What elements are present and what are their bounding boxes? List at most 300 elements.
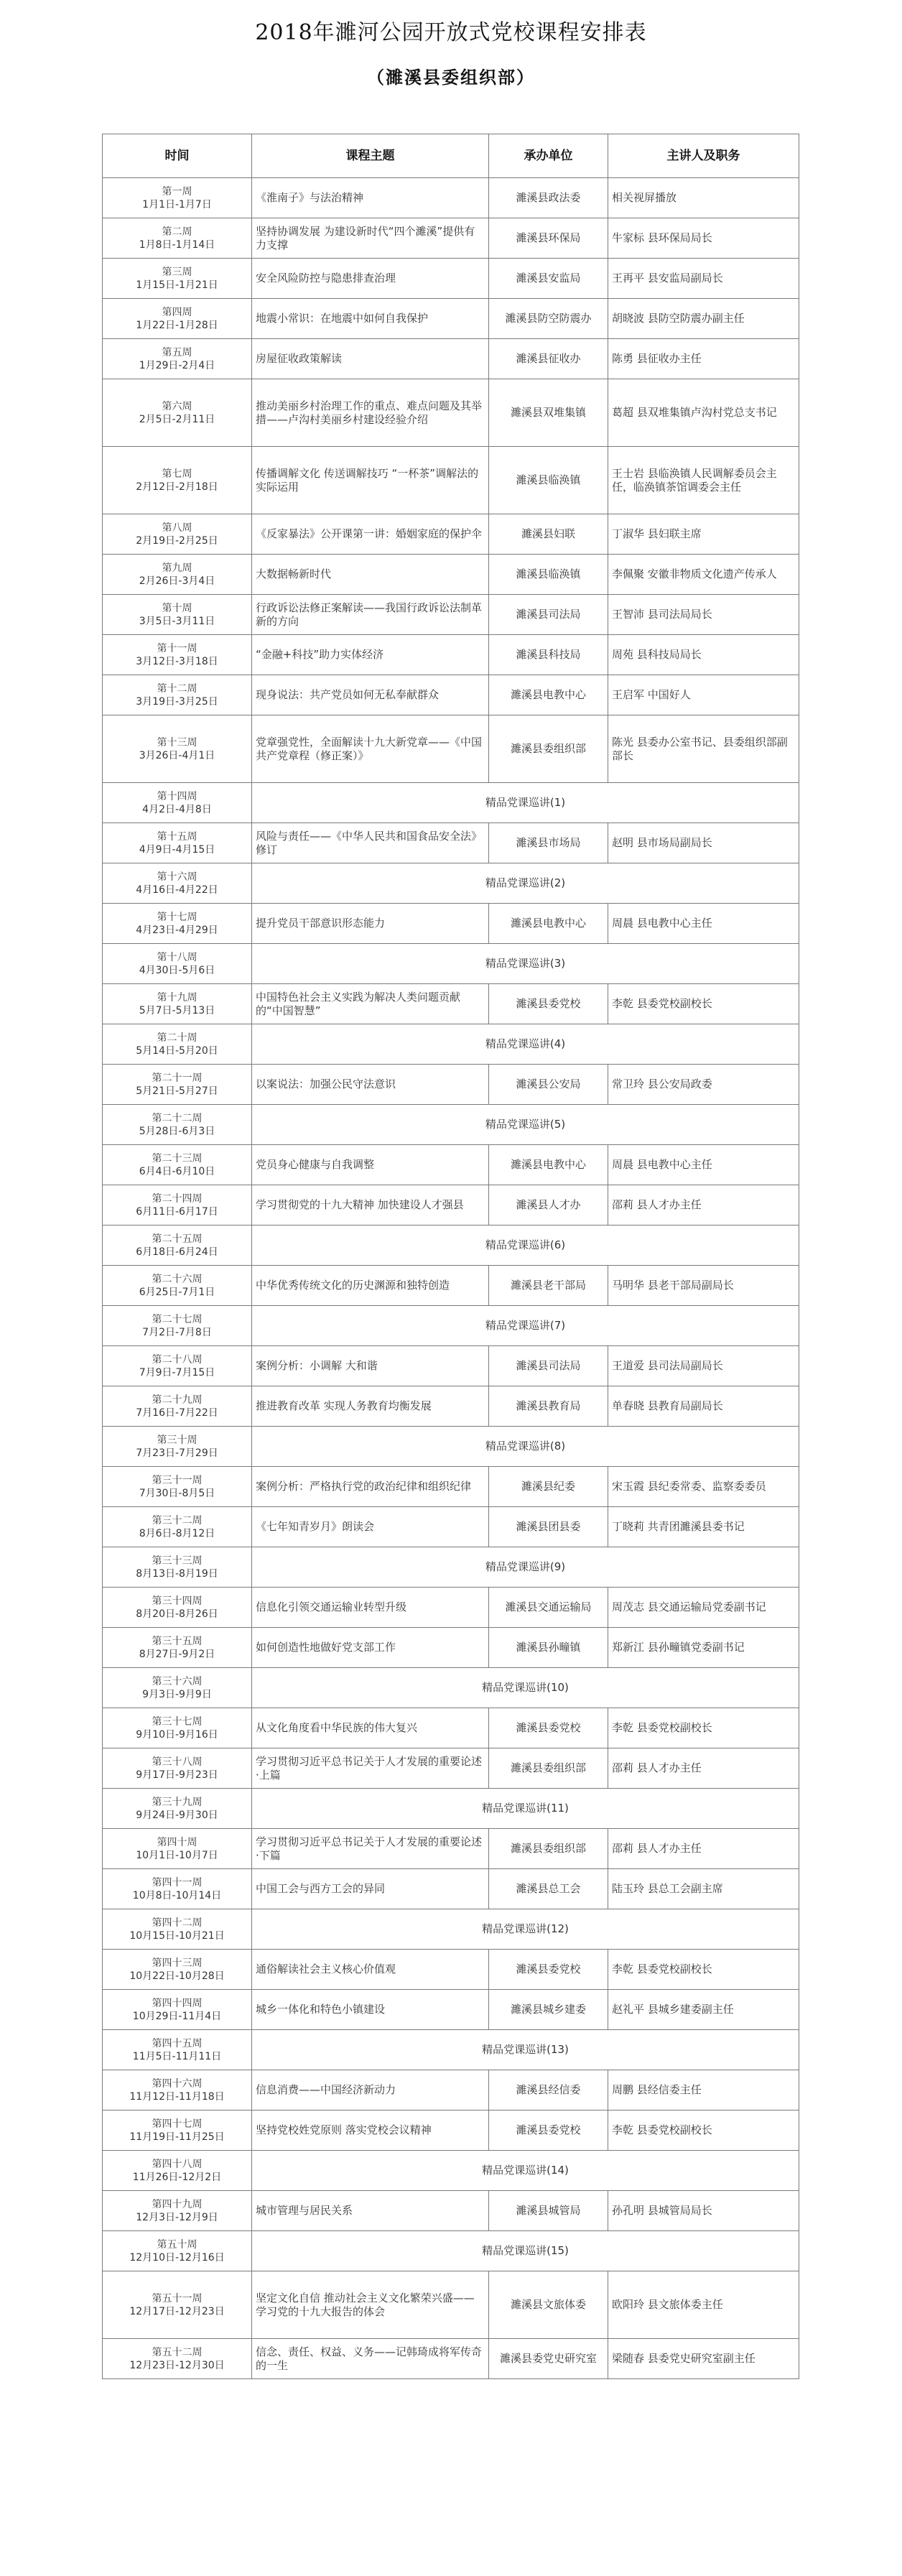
week-cell (103, 1990, 252, 2030)
week-dates: 10月29日-11月4日 (132, 2010, 222, 2022)
topic-cell: 《反家暴法》公开课第一讲：婚姻家庭的保护伞 (252, 514, 489, 555)
table-row (103, 1024, 799, 1065)
table-row (103, 447, 799, 514)
speaker-cell: 周鹏 县经信委主任 (608, 2070, 799, 2111)
week-cell (103, 339, 252, 379)
table-row (103, 1306, 799, 1346)
week-label: 第三十八周 (152, 1756, 203, 1768)
table-row (103, 1588, 799, 1628)
session-span-cell: 精品党课巡讲(15) (252, 2231, 799, 2271)
week-dates: 2月5日-2月11日 (139, 413, 215, 425)
unit-cell: 濉溪县电教中心 (489, 675, 608, 715)
week-cell (103, 2271, 252, 2339)
week-label: 第四十九周 (152, 2198, 203, 2210)
unit-cell: 濉溪县电教中心 (489, 1145, 608, 1185)
week-label: 第三十九周 (152, 1796, 203, 1808)
topic-cell: 坚持协调发展 为建设新时代“四个濉溪”提供有力支撑 (252, 218, 489, 259)
week-dates: 9月17日-9月23日 (136, 1769, 218, 1781)
topic-cell: 如何创造性地做好党支部工作 (252, 1628, 489, 1668)
week-label: 第三十二周 (152, 1514, 203, 1526)
unit-cell: 濉溪县人才办 (489, 1185, 608, 1226)
week-dates: 4月30日-5月6日 (139, 964, 215, 976)
week-dates: 1月29日-2月4日 (139, 359, 215, 371)
page-subtitle: （濉溪县委组织部） (367, 67, 535, 88)
week-dates: 4月2日-4月8日 (142, 803, 212, 815)
week-label: 第三十七周 (152, 1715, 203, 1728)
week-label: 第十周 (162, 602, 192, 614)
table-row (103, 1346, 799, 1386)
session-span-cell: 精品党课巡讲(14) (252, 2151, 799, 2191)
week-cell (103, 2030, 252, 2070)
table-row (103, 555, 799, 595)
week-dates: 11月26日-12月2日 (132, 2171, 222, 2183)
unit-cell: 濉溪县文旅体委 (489, 2271, 608, 2339)
speaker-cell: 王道爱 县司法局副局长 (608, 1346, 799, 1386)
week-dates: 10月8日-10月14日 (132, 1889, 222, 1901)
unit-cell: 濉溪县双堆集镇 (489, 379, 608, 447)
week-label: 第三十周 (157, 1434, 197, 1446)
table-row (103, 2231, 799, 2271)
week-cell (103, 1588, 252, 1628)
topic-cell: 党员身心健康与自我调整 (252, 1145, 489, 1185)
week-label: 第三十四周 (152, 1595, 203, 1607)
week-label: 第四十七周 (152, 2118, 203, 2130)
table-row (103, 904, 799, 944)
topic-cell: 从文化角度看中华民族的伟大复兴 (252, 1708, 489, 1748)
table-row (103, 1266, 799, 1306)
topic-cell: 中国工会与西方工会的异同 (252, 1869, 489, 1909)
speaker-cell: 郑新江 县孙疃镇党委副书记 (608, 1628, 799, 1668)
week-cell (103, 1789, 252, 1829)
session-span-cell: 精品党课巡讲(7) (252, 1306, 799, 1346)
unit-cell: 濉溪县交通运输局 (489, 1588, 608, 1628)
table-row (103, 675, 799, 715)
week-dates: 7月23日-7月29日 (136, 1447, 218, 1459)
week-cell (103, 299, 252, 339)
topic-cell: “金融+科技”助力实体经济 (252, 635, 489, 675)
topic-cell: 地震小常识：在地震中如何自我保护 (252, 299, 489, 339)
week-dates: 7月30日-8月5日 (139, 1487, 215, 1499)
unit-cell: 濉溪县安监局 (489, 259, 608, 299)
week-cell (103, 823, 252, 863)
unit-cell: 濉溪县孙疃镇 (489, 1628, 608, 1668)
speaker-cell: 葛超 县双堆集镇卢沟村党总支书记 (608, 379, 799, 447)
week-dates: 10月1日-10月7日 (136, 1849, 218, 1861)
week-cell (103, 1024, 252, 1065)
week-dates: 3月19日-3月25日 (136, 695, 218, 708)
table-row (103, 1065, 799, 1105)
topic-cell: 推进教育改革 实现人务教育均衡发展 (252, 1386, 489, 1427)
table-row (103, 1748, 799, 1789)
speaker-cell: 丁淑华 县妇联主席 (608, 514, 799, 555)
week-cell (103, 1306, 252, 1346)
table-row (103, 1145, 799, 1185)
week-label: 第十九周 (157, 991, 197, 1004)
topic-cell: 学习贯彻习近平总书记关于人才发展的重要论述·下篇 (252, 1829, 489, 1869)
topic-cell: 房屋征收政策解读 (252, 339, 489, 379)
speaker-cell: 单春晓 县教育局副局长 (608, 1386, 799, 1427)
week-label: 第二十四周 (152, 1192, 203, 1205)
week-label: 第十四周 (157, 790, 197, 802)
week-dates: 8月27日-9月2日 (139, 1648, 215, 1660)
speaker-cell: 牛家标 县环保局局长 (608, 218, 799, 259)
week-label: 第十八周 (157, 951, 197, 963)
unit-cell: 濉溪县临涣镇 (489, 555, 608, 595)
week-cell (103, 1185, 252, 1226)
topic-cell: 安全风险防控与隐患排查治理 (252, 259, 489, 299)
week-dates: 5月21日-5月27日 (136, 1085, 218, 1097)
table-row (103, 823, 799, 863)
week-label: 第十三周 (157, 736, 197, 749)
week-dates: 10月15日-10月21日 (129, 1929, 225, 1942)
week-dates: 12月17日-12月23日 (129, 2305, 225, 2317)
session-span-cell: 精品党课巡讲(2) (252, 863, 799, 904)
week-cell (103, 984, 252, 1024)
topic-cell: 信息消费——中国经济新动力 (252, 2070, 489, 2111)
table-row (103, 218, 799, 259)
page-title: 2018年濉河公园开放式党校课程安排表 (255, 20, 647, 45)
speaker-cell: 相关视屏播放 (608, 178, 799, 218)
week-cell (103, 1065, 252, 1105)
week-dates: 3月12日-3月18日 (136, 655, 218, 667)
table-row (103, 1668, 799, 1708)
week-label: 第五周 (162, 346, 192, 358)
week-label: 第六周 (162, 400, 192, 412)
week-cell (103, 1708, 252, 1748)
session-span-cell: 精品党课巡讲(5) (252, 1105, 799, 1145)
session-span-cell: 精品党课巡讲(6) (252, 1226, 799, 1266)
header-topic: 课程主题 (252, 134, 489, 178)
week-dates: 1月22日-1月28日 (136, 319, 218, 331)
week-label: 第二十七周 (152, 1313, 203, 1325)
speaker-cell: 李乾 县委党校副校长 (608, 2111, 799, 2151)
speaker-cell: 赵礼平 县城乡建委副主任 (608, 1990, 799, 2030)
week-dates: 4月23日-4月29日 (136, 924, 218, 936)
week-dates: 6月18日-6月24日 (136, 1246, 218, 1258)
week-dates: 8月13日-8月19日 (136, 1567, 218, 1580)
week-label: 第二十六周 (152, 1273, 203, 1285)
topic-cell: 现身说法：共产党员如何无私奉献群众 (252, 675, 489, 715)
table-row (103, 1869, 799, 1909)
week-dates: 5月28日-6月3日 (139, 1125, 215, 1137)
week-dates: 8月6日-8月12日 (139, 1527, 215, 1539)
week-cell (103, 635, 252, 675)
table-row (103, 2151, 799, 2191)
table-row (103, 2030, 799, 2070)
unit-cell: 濉溪县防空防震办 (489, 299, 608, 339)
table-row (103, 595, 799, 635)
week-dates: 9月3日-9月9日 (142, 1688, 212, 1700)
week-dates: 3月5日-3月11日 (139, 615, 215, 627)
week-dates: 9月10日-9月16日 (136, 1728, 218, 1741)
week-cell (103, 1628, 252, 1668)
speaker-cell: 周苑 县科技局局长 (608, 635, 799, 675)
week-label: 第五十周 (157, 2238, 197, 2251)
week-cell (103, 675, 252, 715)
week-dates: 7月9日-7月15日 (139, 1366, 215, 1379)
week-dates: 7月2日-7月8日 (142, 1326, 212, 1338)
table-row (103, 1185, 799, 1226)
week-label: 第十六周 (157, 871, 197, 883)
table-row (103, 944, 799, 984)
topic-cell: 信念、责任、权益、义务——记韩琦成将军传奇的一生 (252, 2339, 489, 2379)
week-cell (103, 259, 252, 299)
week-label: 第四十周 (157, 1836, 197, 1848)
topic-cell: 传播调解文化 传送调解技巧 “一杯茶”调解法的实际运用 (252, 447, 489, 514)
unit-cell: 濉溪县司法局 (489, 1346, 608, 1386)
session-span-cell: 精品党课巡讲(1) (252, 783, 799, 823)
unit-cell: 濉溪县总工会 (489, 1869, 608, 1909)
session-span-cell: 精品党课巡讲(11) (252, 1789, 799, 1829)
speaker-cell: 李佩聚 安徽非物质文化遗产传承人 (608, 555, 799, 595)
week-dates: 12月10日-12月16日 (129, 2251, 225, 2264)
table-row (103, 1427, 799, 1467)
week-label: 第四十五周 (152, 2037, 203, 2049)
week-dates: 11月19日-11月25日 (129, 2131, 225, 2143)
unit-cell: 濉溪县纪委 (489, 1467, 608, 1507)
table-body (103, 178, 799, 2379)
week-cell (103, 715, 252, 783)
table-row (103, 863, 799, 904)
week-dates: 4月9日-4月15日 (139, 843, 215, 856)
table-row (103, 299, 799, 339)
table-row (103, 178, 799, 218)
week-dates: 3月26日-4月1日 (139, 749, 215, 761)
week-cell (103, 1748, 252, 1789)
unit-cell: 濉溪县科技局 (489, 635, 608, 675)
table-row (103, 635, 799, 675)
week-label: 第二十一周 (152, 1072, 203, 1084)
week-label: 第十七周 (157, 911, 197, 923)
unit-cell: 濉溪县城管局 (489, 2191, 608, 2231)
table-row (103, 1386, 799, 1427)
unit-cell: 濉溪县公安局 (489, 1065, 608, 1105)
week-label: 第一周 (162, 185, 192, 198)
week-label: 第八周 (162, 522, 192, 534)
speaker-cell: 邵莉 县人才办主任 (608, 1185, 799, 1226)
week-dates: 8月20日-8月26日 (136, 1608, 218, 1620)
week-dates: 12月23日-12月30日 (129, 2359, 225, 2371)
speaker-cell: 陈光 县委办公室书记、县委组织部副部长 (608, 715, 799, 783)
week-dates: 1月15日-1月21日 (136, 279, 218, 291)
week-label: 第十一周 (157, 642, 197, 654)
week-dates: 6月4日-6月10日 (139, 1165, 215, 1177)
topic-cell: 学习贯彻党的十九大精神 加快建设人才强县 (252, 1185, 489, 1226)
week-label: 第七周 (162, 468, 192, 480)
topic-cell: 坚定文化自信 推动社会主义文化繁荣兴盛——学习党的十九大报告的体会 (252, 2271, 489, 2339)
speaker-cell: 常卫玲 县公安局政委 (608, 1065, 799, 1105)
table-row (103, 1105, 799, 1145)
unit-cell: 濉溪县委组织部 (489, 715, 608, 783)
unit-cell: 濉溪县城乡建委 (489, 1990, 608, 2030)
speaker-cell: 邵莉 县人才办主任 (608, 1829, 799, 1869)
week-label: 第三十五周 (152, 1635, 203, 1647)
unit-cell: 濉溪县临涣镇 (489, 447, 608, 514)
table-row (103, 2339, 799, 2379)
topic-cell: 通俗解读社会主义核心价值观 (252, 1950, 489, 1990)
week-dates: 6月11日-6月17日 (136, 1205, 218, 1218)
header-unit: 承办单位 (489, 134, 608, 178)
week-dates: 6月25日-7月1日 (139, 1286, 215, 1298)
unit-cell: 濉溪县政法委 (489, 178, 608, 218)
table-header-row (103, 134, 799, 178)
week-dates: 1月1日-1月7日 (142, 198, 212, 210)
session-span-cell: 精品党课巡讲(12) (252, 1909, 799, 1950)
week-dates: 2月19日-2月25日 (136, 534, 218, 547)
week-cell (103, 1346, 252, 1386)
table-row (103, 1547, 799, 1588)
table-row (103, 1507, 799, 1547)
header-time: 时间 (103, 134, 252, 178)
week-dates: 2月26日-3月4日 (139, 575, 215, 587)
week-cell (103, 447, 252, 514)
week-cell (103, 1829, 252, 1869)
unit-cell: 濉溪县委党校 (489, 1950, 608, 1990)
unit-cell: 濉溪县经信委 (489, 2070, 608, 2111)
week-label: 第五十二周 (152, 2346, 203, 2358)
speaker-cell: 赵明 县市场局副局长 (608, 823, 799, 863)
week-dates: 10月22日-10月28日 (129, 1970, 225, 1982)
week-dates: 5月14日-5月20日 (136, 1044, 218, 1057)
table-row (103, 1950, 799, 1990)
week-cell (103, 178, 252, 218)
week-dates: 9月24日-9月30日 (136, 1809, 218, 1821)
topic-cell: 坚持党校姓党原则 落实党校会议精神 (252, 2111, 489, 2151)
speaker-cell: 李乾 县委党校副校长 (608, 1708, 799, 1748)
week-cell (103, 1226, 252, 1266)
table-row (103, 2271, 799, 2339)
week-cell (103, 1507, 252, 1547)
week-cell (103, 1105, 252, 1145)
unit-cell: 濉溪县教育局 (489, 1386, 608, 1427)
table-row (103, 1990, 799, 2030)
topic-cell: 党章强党性，全面解读十九大新党章——《中国共产党章程（修正案）》 (252, 715, 489, 783)
topic-cell: 《淮南子》与法治精神 (252, 178, 489, 218)
unit-cell: 濉溪县委党校 (489, 2111, 608, 2151)
speaker-cell: 王智沛 县司法局局长 (608, 595, 799, 635)
week-dates: 12月3日-12月9日 (136, 2211, 218, 2223)
unit-cell: 濉溪县市场局 (489, 823, 608, 863)
speaker-cell: 孙孔明 县城管局局长 (608, 2191, 799, 2231)
week-label: 第四十四周 (152, 1997, 203, 2009)
week-label: 第二周 (162, 226, 192, 238)
week-cell (103, 595, 252, 635)
speaker-cell: 丁晓莉 共青团濉溪县委书记 (608, 1507, 799, 1547)
week-dates: 11月12日-11月18日 (129, 2090, 225, 2103)
week-cell (103, 514, 252, 555)
week-cell (103, 1909, 252, 1950)
table-row (103, 715, 799, 783)
week-cell (103, 218, 252, 259)
week-cell (103, 2070, 252, 2111)
topic-cell: 案例分析：小调解 大和谐 (252, 1346, 489, 1386)
table-row (103, 1789, 799, 1829)
unit-cell: 濉溪县电教中心 (489, 904, 608, 944)
week-label: 第三十一周 (152, 1474, 203, 1486)
table-row (103, 783, 799, 823)
week-dates: 5月7日-5月13日 (139, 1004, 215, 1016)
table-row (103, 2191, 799, 2231)
week-label: 第二十周 (157, 1032, 197, 1044)
week-cell (103, 2339, 252, 2379)
week-label: 第四周 (162, 306, 192, 318)
week-label: 第十五周 (157, 830, 197, 843)
week-label: 第四十三周 (152, 1957, 203, 1969)
speaker-cell: 周晨 县电教中心主任 (608, 904, 799, 944)
week-dates: 4月16日-4月22日 (136, 884, 218, 896)
speaker-cell: 周茂志 县交通运输局党委副书记 (608, 1588, 799, 1628)
speaker-cell: 王士岩 县临涣镇人民调解委员会主任，临涣镇茶馆调委会主任 (608, 447, 799, 514)
unit-cell: 濉溪县团县委 (489, 1507, 608, 1547)
week-label: 第二十八周 (152, 1353, 203, 1366)
week-cell (103, 1547, 252, 1588)
session-span-cell: 精品党课巡讲(13) (252, 2030, 799, 2070)
week-cell (103, 1668, 252, 1708)
week-label: 第三十六周 (152, 1675, 203, 1687)
session-span-cell: 精品党课巡讲(3) (252, 944, 799, 984)
table-row (103, 1628, 799, 1668)
week-cell (103, 863, 252, 904)
week-cell (103, 944, 252, 984)
table-row (103, 339, 799, 379)
week-label: 第五十一周 (152, 2292, 203, 2304)
week-label: 第四十一周 (152, 1876, 203, 1889)
week-cell (103, 2231, 252, 2271)
table-row (103, 1708, 799, 1748)
week-cell (103, 555, 252, 595)
table-row (103, 1909, 799, 1950)
table-row (103, 2111, 799, 2151)
week-cell (103, 783, 252, 823)
table-row (103, 1226, 799, 1266)
speaker-cell: 欧阳玲 县文旅体委主任 (608, 2271, 799, 2339)
topic-cell: 风险与责任——《中华人民共和国食品安全法》修订 (252, 823, 489, 863)
session-span-cell: 精品党课巡讲(4) (252, 1024, 799, 1065)
speaker-cell: 陈勇 县征收办主任 (608, 339, 799, 379)
header-speaker: 主讲人及职务 (608, 134, 799, 178)
week-cell (103, 1869, 252, 1909)
unit-cell: 濉溪县委党史研究室 (489, 2339, 608, 2379)
table-row (103, 984, 799, 1024)
table-row (103, 379, 799, 447)
unit-cell: 濉溪县环保局 (489, 218, 608, 259)
unit-cell: 濉溪县委组织部 (489, 1829, 608, 1869)
speaker-cell: 周晨 县电教中心主任 (608, 1145, 799, 1185)
week-cell (103, 1145, 252, 1185)
unit-cell: 濉溪县委党校 (489, 984, 608, 1024)
topic-cell: 中华优秀传统文化的历史渊源和独特创造 (252, 1266, 489, 1306)
table-row (103, 1467, 799, 1507)
session-span-cell: 精品党课巡讲(10) (252, 1668, 799, 1708)
speaker-cell: 王再平 县安监局副局长 (608, 259, 799, 299)
week-cell (103, 1950, 252, 1990)
topic-cell: 城市管理与居民关系 (252, 2191, 489, 2231)
week-dates: 7月16日-7月22日 (136, 1407, 218, 1419)
week-label: 第四十二周 (152, 1917, 203, 1929)
week-dates: 11月5日-11月11日 (132, 2050, 222, 2062)
unit-cell: 濉溪县征收办 (489, 339, 608, 379)
speaker-cell: 宋玉霞 县纪委常委、监察委委员 (608, 1467, 799, 1507)
unit-cell: 濉溪县妇联 (489, 514, 608, 555)
week-label: 第三周 (162, 266, 192, 278)
week-label: 第九周 (162, 562, 192, 574)
topic-cell: 中国特色社会主义实践为解决人类问题贡献的“中国智慧” (252, 984, 489, 1024)
speaker-cell: 邵莉 县人才办主任 (608, 1748, 799, 1789)
table-row (103, 514, 799, 555)
week-cell (103, 2191, 252, 2231)
week-cell (103, 1467, 252, 1507)
table-row (103, 2070, 799, 2111)
